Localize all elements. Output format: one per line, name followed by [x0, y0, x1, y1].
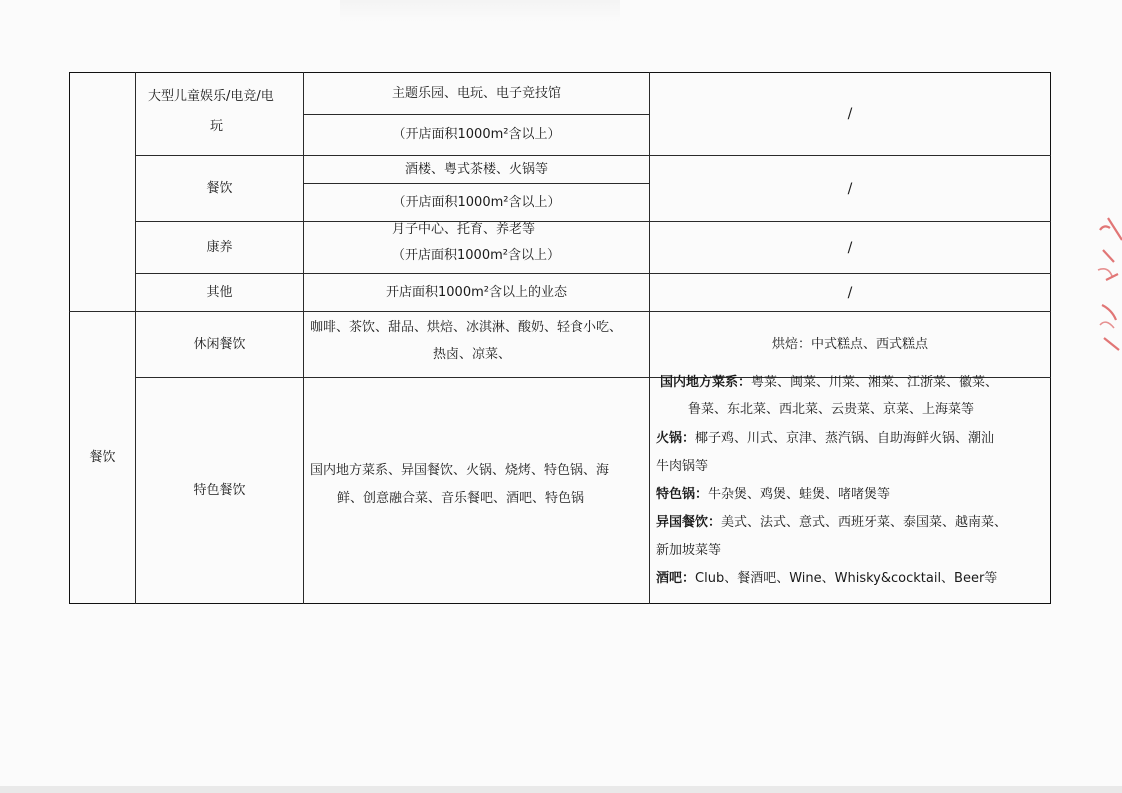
description-line: （开店面积1000m²含以上）	[392, 248, 560, 263]
description-cell: 开店面积1000m²含以上的业态	[386, 284, 567, 300]
remark-item-label: 火锅：	[656, 431, 696, 446]
description-line: 国内地方菜系、异国餐饮、火锅、烧烤、特色锅、海	[310, 463, 610, 478]
remark-item	[656, 486, 890, 504]
description-cell: 主题乐园、电玩、电子竞技馆	[391, 85, 561, 101]
description-cell: （开店面积1000m²含以上）	[392, 127, 561, 142]
table-border-bottom	[69, 603, 1051, 604]
remark-item-text: Club、餐酒吧、Wine、Whisky&cocktail、Beer等	[695, 571, 998, 586]
remark-item-cont: 牛肉锅等	[656, 459, 709, 474]
subcategory-label: 餐饮	[206, 180, 233, 196]
subcategory-label: 康养	[206, 239, 233, 255]
table-border-right	[1050, 72, 1051, 604]
scan-artifact-bottom	[0, 786, 1122, 793]
description-cell: 酒楼、粤式茶楼、火锅等	[404, 161, 548, 177]
remark-item-text: 牛杂煲、鸡煲、蛙煲、啫啫煲等	[708, 487, 891, 502]
remark-item-text: 美式、法式、意式、西班牙菜、泰国菜、越南菜、	[721, 515, 1008, 530]
remark-item-label: 特色锅：	[656, 487, 709, 502]
subcategory-label-cont: 玩	[210, 119, 224, 134]
remark-item-label: 异国餐饮：	[656, 515, 722, 530]
subcategory-label: 大型儿童娱乐/电竞/电	[148, 89, 274, 104]
remark-item-text: 粤菜、闽菜、川菜、湘菜、江浙菜、徽菜、	[751, 375, 999, 390]
remark-cell: /	[847, 180, 853, 197]
description-line: 鲜、创意融合菜、音乐餐吧、酒吧、特色锅	[337, 491, 585, 506]
remark-cell: 烘焙：中式糕点、西式糕点	[771, 336, 928, 352]
remark-item	[656, 514, 1007, 532]
remark-item-label: 国内地方菜系：	[660, 375, 752, 390]
remark-item-text: 椰子鸡、川式、京津、蒸汽锅、自助海鲜火锅、潮汕	[695, 431, 995, 446]
remark-item	[656, 430, 994, 448]
remark-cell: /	[847, 106, 853, 122]
remark-cell: /	[847, 284, 853, 301]
subcategory-label: 特色餐饮	[193, 482, 246, 498]
remark-item-cont: 新加坡菜等	[656, 543, 722, 558]
subcategory-label: 其他	[206, 284, 233, 300]
description-line: 月子中心、托育、养老等	[392, 222, 536, 237]
remark-item-label: 酒吧：	[656, 571, 696, 586]
remark-item	[656, 570, 997, 588]
description-line: 热卤、凉菜、	[433, 347, 512, 362]
description-line: 咖啡、茶饮、甜品、烘焙、冰淇淋、酸奶、轻食小吃、	[310, 320, 623, 335]
scan-artifact-top	[340, 0, 620, 22]
category-label: 餐饮	[89, 449, 116, 465]
remark-cell: /	[847, 239, 853, 256]
description-cell: （开店面积1000m²含以上）	[392, 194, 561, 210]
remark-item-cont: 鲁菜、东北菜、西北菜、云贵菜、京菜、上海菜等	[688, 402, 975, 417]
subcategory-label: 休闲餐饮	[193, 336, 246, 352]
remark-item	[660, 374, 998, 392]
seal-stamp-fragment	[1094, 210, 1122, 360]
